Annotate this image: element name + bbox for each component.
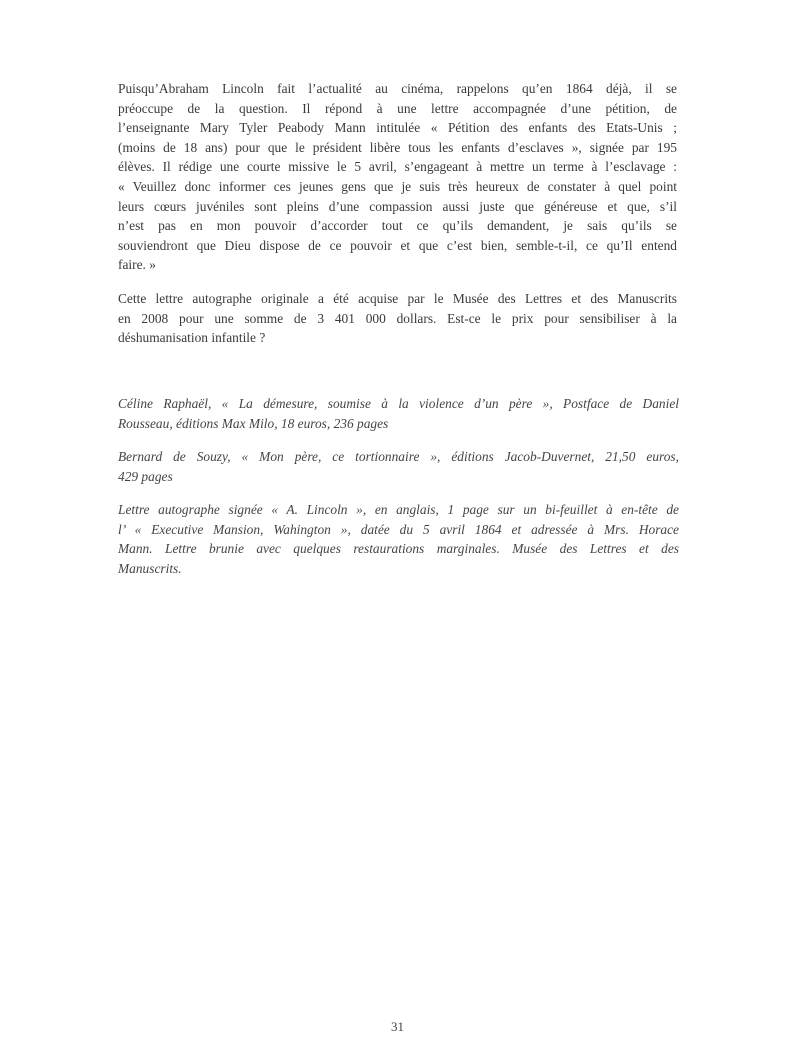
note-line: Mann. Lettre brunie avec quelques restaurations marginales. Musée des Lettres et des <box>118 541 679 557</box>
text-line: Puisqu’Abraham Lincoln fait l’actualité au cinéma, rappelons qu’en 1864 déjà, il se <box>118 81 677 96</box>
note-line: Céline Raphaël, « La démesure, soumise à la violence d’un père », Postface de Daniel <box>118 396 679 411</box>
text-line: « Veuillez donc informer ces jeunes gens que je suis très heureux de constater à quel point <box>118 178 677 194</box>
reference-note-raphael <box>118 394 679 433</box>
note-line: Lettre autographe signée « A. Lincoln », en anglais, 1 page sur un bi-feuillet à en-tête de <box>118 502 679 517</box>
text-line: n’est pas en mon pouvoir d’accorder tout ce qu’ils demandent, je sais qu’ils se <box>118 218 677 234</box>
reference-note-lincoln-letter <box>118 500 679 578</box>
note-line: 429 pages <box>118 468 173 484</box>
paragraph-lincoln-letter <box>118 79 677 275</box>
text-line: souviendront que Dieu dispose de ce pouvoir et que c’est bien, semble-t-il, ce qu’Il entend <box>118 237 677 253</box>
paragraph-letter-acquisition <box>118 289 677 348</box>
text-line: préoccupe de la question. Il répond à une lettre accompagnée d’une pétition, de <box>118 100 677 116</box>
text-line: (moins de 18 ans) pour que le président libère tous les enfants d’esclaves », signée par 195 <box>118 139 677 155</box>
text-line: leurs cœurs juvéniles sont pleins d’une compassion aussi juste que généreuse et que, s’il <box>118 198 677 214</box>
note-line: l’ « Executive Mansion, Wahington », datée du 5 avril 1864 et adressée à Mrs. Horace <box>118 521 679 537</box>
reference-note-souzy <box>118 447 679 486</box>
text-line: faire. » <box>118 257 156 273</box>
text-line: déshumanisation infantile ? <box>118 330 266 346</box>
note-line: Bernard de Souzy, « Mon père, ce tortionnaire », éditions Jacob-Duvernet, 21,50 euros, <box>118 449 679 464</box>
text-line: élèves. Il rédige une courte missive le 5 avril, s’engageant à mettre un terme à l’esclavage : <box>118 159 677 175</box>
text-line: l’enseignante Mary Tyler Peabody Mann intitulée « Pétition des enfants des Etats-Unis ; <box>118 120 677 136</box>
text-line: en 2008 pour une somme de 3 401 000 dollars. Est-ce le prix pour sensibiliser à la <box>118 310 677 326</box>
note-line: Rousseau, éditions Max Milo, 18 euros, 236 pages <box>118 415 389 431</box>
note-line: Manuscrits. <box>118 560 182 576</box>
page-number: 31 <box>391 1019 404 1034</box>
text-line: Cette lettre autographe originale a été acquise par le Musée des Lettres et des Manuscrits <box>118 291 677 306</box>
